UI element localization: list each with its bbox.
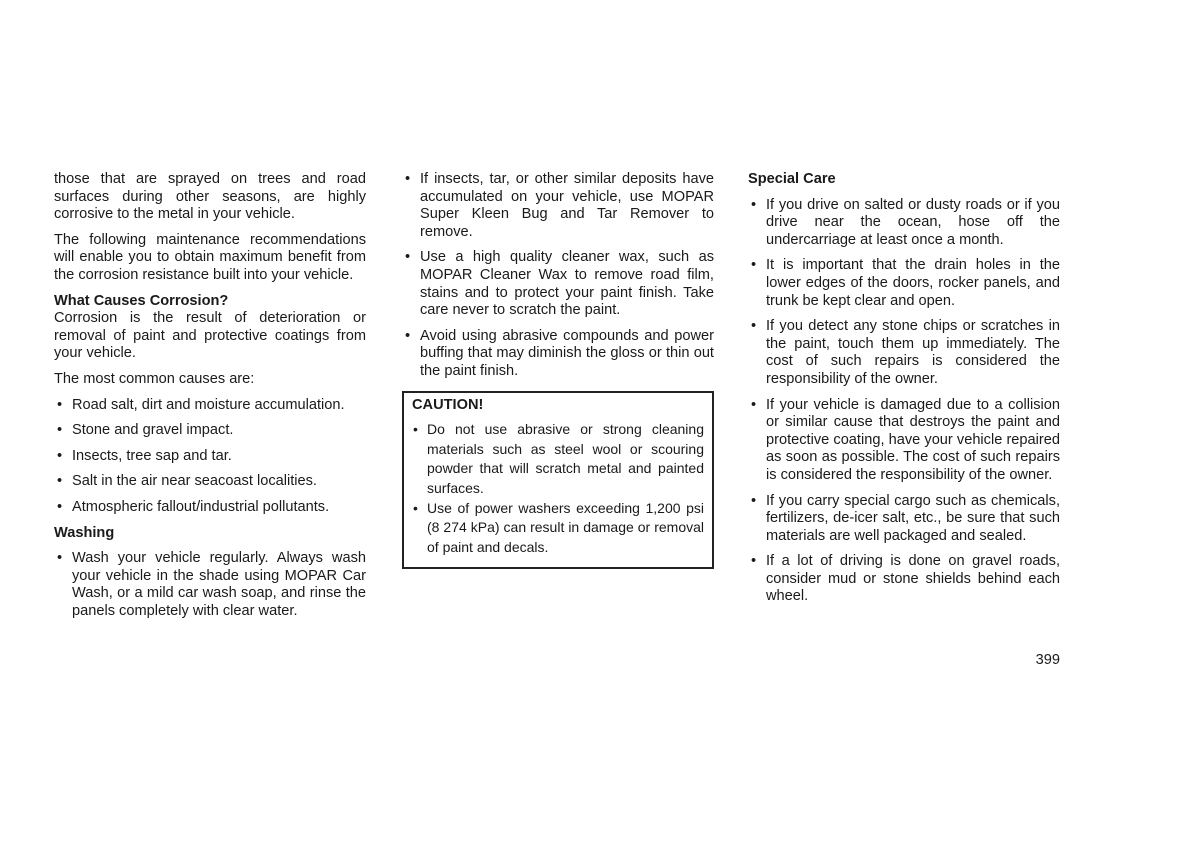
list-item: • Salt in the air near seacoast localities. [54,473,366,491]
corrosion-heading: What Causes Corrosion? [54,292,229,309]
causes-intro: The most common causes are: [54,370,255,387]
list-item: • Stone and gravel impact. [54,422,366,440]
list-item: • Avoid using abrasive compounds and power buffing that may diminish the gloss or thin out the paint finish. [402,328,714,381]
corrosion-paragraph: Corrosion is the result of deterioration or removal of paint and protective coatings from your vehicle. [54,310,366,362]
special-care-heading: Special Care [748,171,836,187]
list-item: • If insects, tar, or other similar deposits have accumulated on your vehicle, use MOPAR Super Kleen Bug and Tar Remover to remove. [402,171,714,241]
caution-box [402,391,714,570]
list-item: • Wash your vehicle regularly. Always wash your vehicle in the shade using MOPAR Car Wash, or a mild car wash soap, and rinse the panels completely with clear water. [54,550,366,620]
list-item: • Atmospheric fallout/industrial pollutants. [54,499,366,517]
caution-list [412,420,704,557]
page-number: 399 [1035,652,1060,668]
list-item: • Insects, tree sap and tar. [54,448,366,466]
column-middle [402,171,714,569]
caution-title: CAUTION! [412,396,484,413]
causes-list [54,397,366,517]
list-item: • It is important that the drain holes in the lower edges of the doors, rocker panels, and trunk be kept clear and open. [748,257,1060,310]
special-care-list [748,197,1060,606]
list-item: • Do not use abrasive or strong cleaning materials such as steel wool or scouring powder that will scratch metal and painted surfaces. [412,420,704,498]
column-right [748,171,1060,614]
washing-heading: Washing [54,524,115,541]
list-item: • If you detect any stone chips or scratches in the paint, touch them up immediately. The cost of such repairs is considered the responsibility of the owner. [748,318,1060,388]
column-left [54,171,366,628]
list-item: • Use a high quality cleaner wax, such as MOPAR Cleaner Wax to remove road film, stains and to protect your paint finish. Take care never to scratch the paint. [402,249,714,319]
intro-paragraph: those that are sprayed on trees and road surfaces during other seasons, are highly corrosive to the metal in your vehicle. [54,171,366,223]
list-item: • Use of power washers exceeding 1,200 psi (8 274 kPa) can result in damage or removal of paint and decals. [412,499,704,558]
list-item: • Road salt, dirt and moisture accumulation. [54,397,366,415]
maintenance-paragraph: The following maintenance recommendations will enable you to obtain maximum benefit from the corrosion resistance built into your vehicle. [54,231,366,283]
list-item: • If your vehicle is damaged due to a collision or similar cause that destroys the paint and protective coating, have your vehicle repaired as soon as possible. The cost of such repairs is considered the responsibility of the owner. [748,397,1060,485]
list-item: • If you carry special cargo such as chemicals, fertilizers, de-icer salt, etc., be sure that such materials are well packaged and sealed. [748,493,1060,546]
list-item: • If a lot of driving is done on gravel roads, consider mud or stone shields behind each wheel. [748,553,1060,606]
list-item: • If you drive on salted or dusty roads or if you drive near the ocean, hose off the undercarriage at least once a month. [748,197,1060,250]
cleaning-list [402,171,714,381]
washing-list [54,550,366,620]
